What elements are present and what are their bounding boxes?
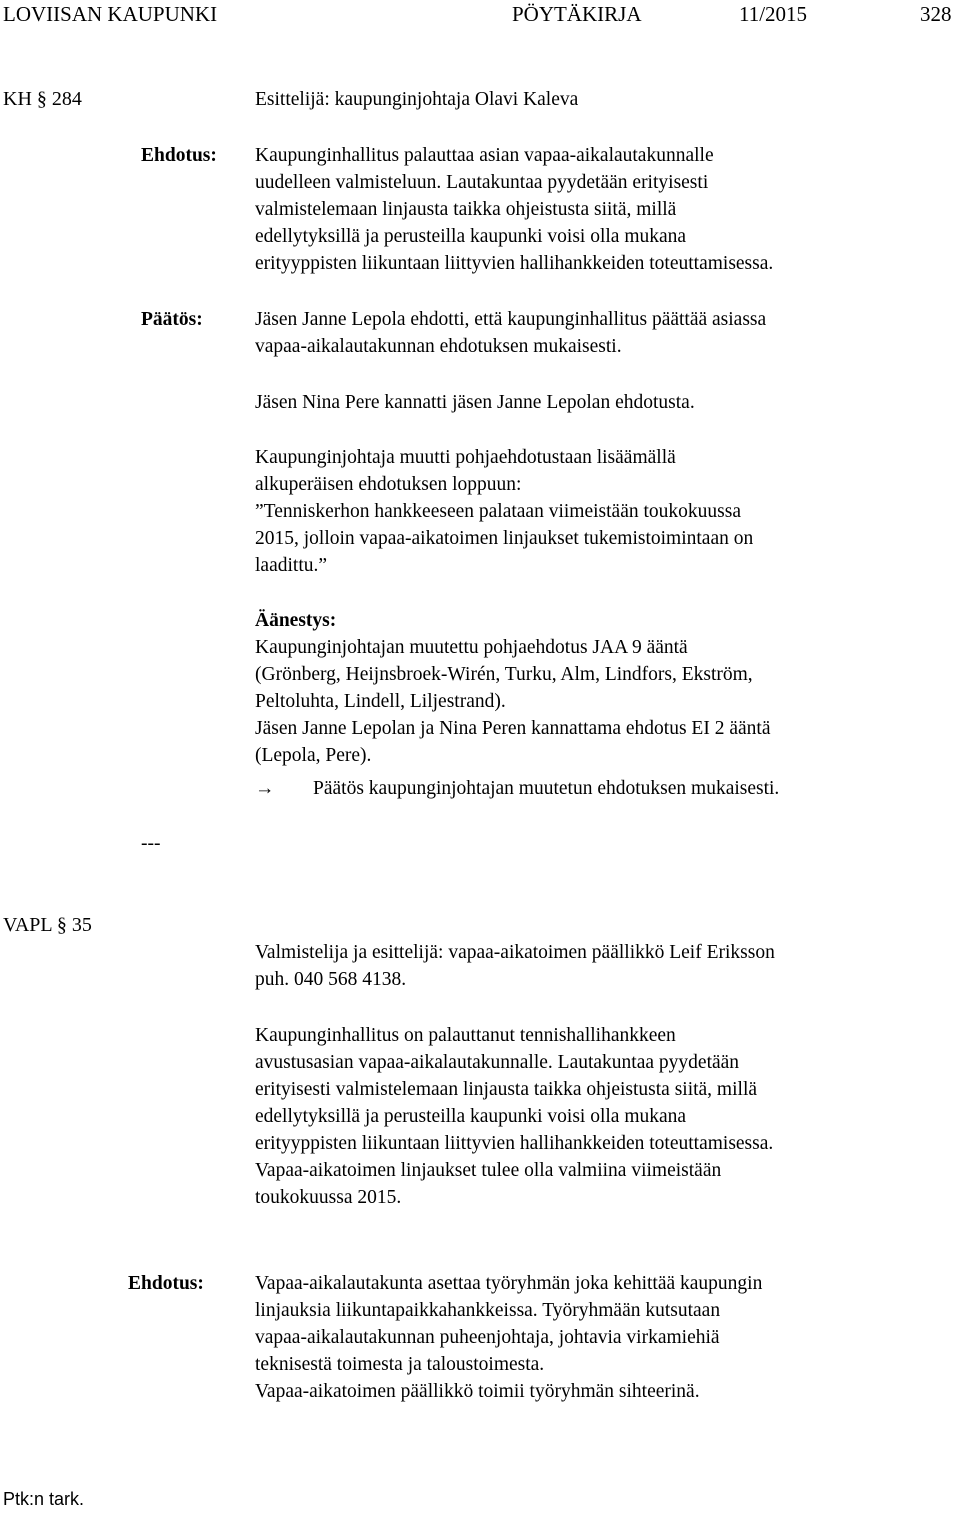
section-separator: --- (141, 833, 161, 854)
kh-paatos-line: Jäsen Janne Lepola ehdotti, että kaupunginhallitus päättää asiassa (255, 309, 767, 330)
vapl-ehdotus-label: Ehdotus: (128, 1273, 204, 1294)
kh-change-line: ”Tenniskerhon hankkeeseen palataan viimeistään toukokuussa (255, 501, 741, 522)
footer-minutes-check: Ptk:n tark. (3, 1489, 85, 1509)
vapl-body-line: edellytyksillä ja perusteilla kaupunki voisi olla mukana (255, 1106, 687, 1127)
header-org: LOVIISAN KAUPUNKI (3, 2, 218, 26)
kh-ehdotus-line: uudelleen valmisteluun. Lautakuntaa pyydetään erityisesti (255, 172, 709, 193)
vapl-ehdotus-line: Vapaa-aikatoimen päällikkö toimii työryhmän sihteerinä. (255, 1381, 700, 1402)
kh-vote-label: Äänestys: (255, 610, 337, 631)
vapl-preparer-line: Valmistelija ja esittelijä: vapaa-aikatoimen päällikkö Leif Eriksson (255, 942, 775, 963)
vapl-body-line: erityisesti valmistelemaan linjausta taikka ohjeistusta siitä, millä (255, 1079, 758, 1100)
vapl-ehdotus-line: Vapaa-aikalautakunta asettaa työryhmän joka kehittää kaupungin (255, 1273, 763, 1294)
kh-vote-line: Peltoluhta, Lindell, Liljestrand). (255, 691, 506, 712)
kh-decision-text: Päätös kaupunginjohtajan muutetun ehdotuksen mukaisesti. (313, 778, 780, 799)
kh-vote-line: (Grönberg, Heijnsbroek-Wirén, Turku, Alm, Lindfors, Ekström, (255, 664, 753, 685)
vapl-body-line: toukokuussa 2015. (255, 1187, 402, 1208)
vapl-preparer-line: puh. 040 568 4138. (255, 969, 407, 990)
vapl-section-number: VAPL § 35 (3, 914, 92, 936)
header-doc-type: PÖYTÄKIRJA (512, 2, 642, 26)
kh-ehdotus-line: Kaupunginhallitus palauttaa asian vapaa-aikalautakunnalle (255, 145, 714, 166)
kh-change-line: Kaupunginjohtaja muutti pohjaehdotustaan lisäämällä (255, 447, 676, 468)
kh-vote-line: (Lepola, Pere). (255, 745, 372, 766)
kh-vote-line: Kaupunginjohtajan muutettu pohjaehdotus JAA 9 ääntä (255, 637, 688, 658)
kh-ehdotus-line: valmistelemaan linjausta taikka ohjeistusta siitä, millä (255, 199, 677, 220)
header-issue: 11/2015 (739, 2, 808, 26)
kh-decision-row (255, 775, 779, 802)
kh-ehdotus-line: edellytyksillä ja perusteilla kaupunki voisi olla mukana (255, 226, 687, 247)
kh-change-line: 2015, jolloin vapaa-aikatoimen linjaukset tukemistoimintaan on (255, 528, 754, 549)
vapl-body-line: erityyppisten liikuntaan liittyvien hallihankkeiden toteuttamisessa. (255, 1133, 774, 1154)
kh-vote-line: Jäsen Janne Lepolan ja Nina Peren kannattama ehdotus EI 2 ääntä (255, 718, 771, 739)
kh-paatos-label: Päätös: (141, 309, 203, 330)
arrow-right-icon: → (255, 778, 275, 799)
vapl-ehdotus-line: vapaa-aikalautakunnan puheenjohtaja, johtavia virkamiehiä (255, 1327, 720, 1348)
kh-change-line: laadittu.” (255, 555, 328, 576)
vapl-body-line: Kaupunginhallitus on palauttanut tennishallihankkeen (255, 1025, 676, 1046)
kh-support-line: Jäsen Nina Pere kannatti jäsen Janne Lepolan ehdotusta. (255, 392, 695, 413)
header-page-number: 328 (920, 2, 952, 26)
kh-presenter: Esittelijä: kaupunginjohtaja Olavi Kaleva (255, 89, 579, 110)
kh-paatos-line: vapaa-aikalautakunnan ehdotuksen mukaisesti. (255, 336, 622, 357)
vapl-ehdotus-line: linjauksia liikuntapaikkahankkeissa. Työryhmään kutsutaan (255, 1300, 721, 1321)
kh-section-number: KH § 284 (3, 88, 82, 110)
kh-ehdotus-line: erityyppisten liikuntaan liittyvien hallihankkeiden toteuttamisessa. (255, 253, 774, 274)
vapl-body-line: Vapaa-aikatoimen linjaukset tulee olla valmiina viimeistään (255, 1160, 722, 1181)
kh-change-line: alkuperäisen ehdotuksen loppuun: (255, 474, 522, 495)
vapl-body-line: avustusasian vapaa-aikalautakunnalle. Lautakuntaa pyydetään (255, 1052, 740, 1073)
kh-ehdotus-label: Ehdotus: (141, 145, 217, 166)
vapl-ehdotus-line: teknisestä toimesta ja taloustoimesta. (255, 1354, 545, 1375)
